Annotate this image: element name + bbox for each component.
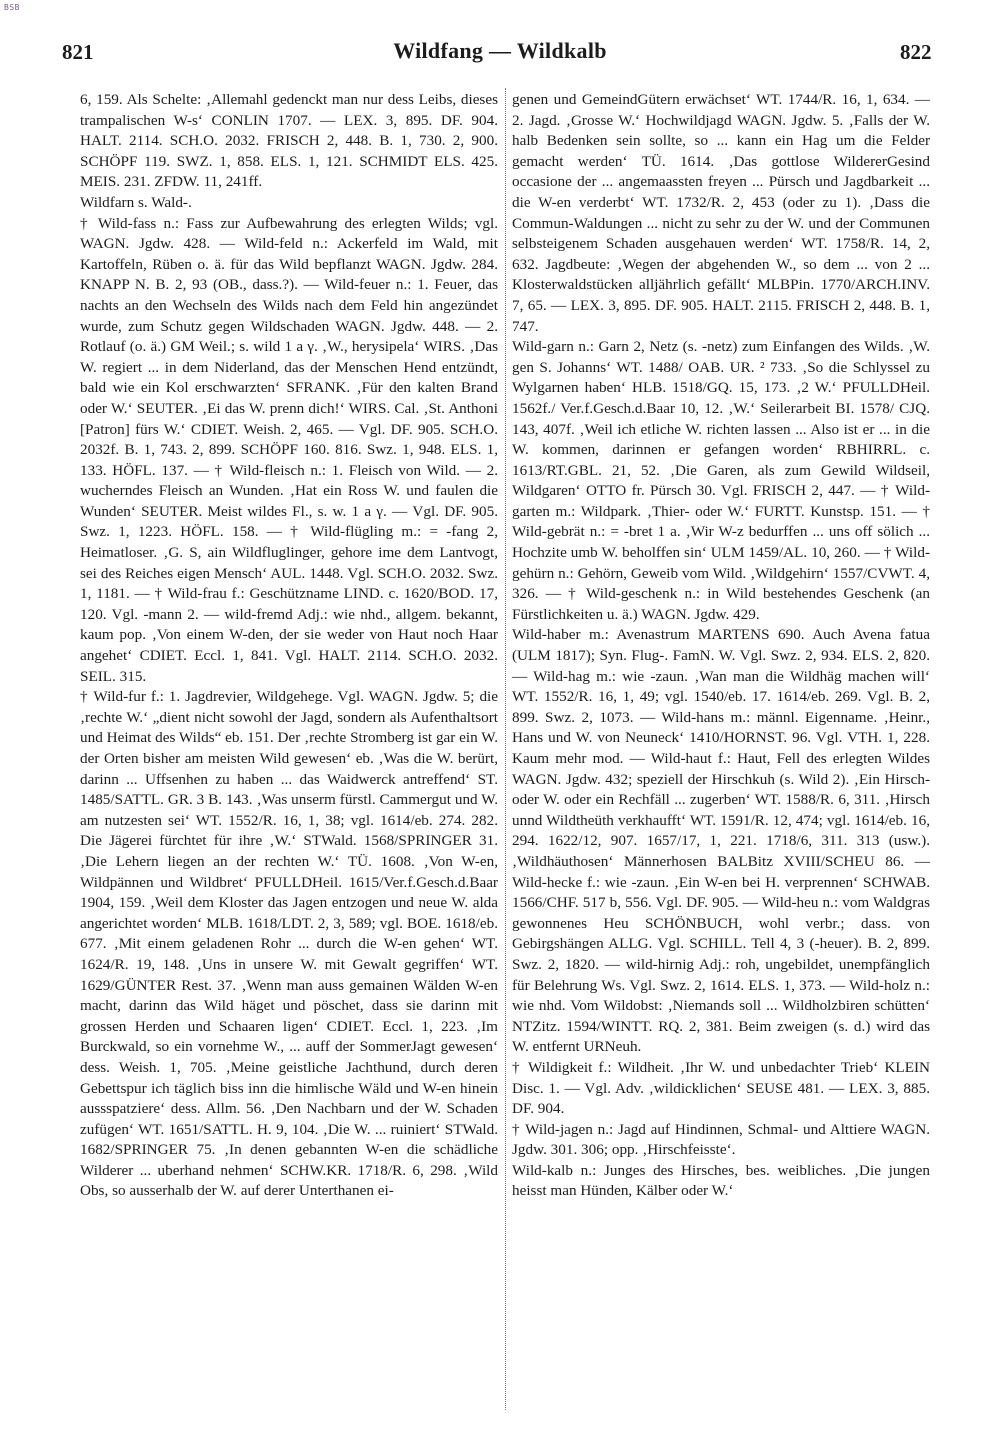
entry-paragraph: † Wildigkeit f.: Wildheit. ‚Ihr W. und unbedachter Trieb‘ KLEIN Disc. 1. — Vgl. Adv. ‚wildicklichen‘ SEUSE 481. — LEX. 3, 885. DF. 904.: [512, 1058, 930, 1118]
entry-paragraph: † Wild-jagen n.: Jagd auf Hindinnen, Schmal- und Alttiere WAGN. Jgdw. 301. 306; opp. ‚Hirschfeisste‘.: [512, 1120, 930, 1159]
entry-paragraph: 6, 159. Als Schelte: ‚Allemahl gedenckt man nur dess Leibs, dieses trampalischen W-s‘ CONLIN 1707. — LEX. 3, 895. DF. 904. HALT. 2114. SCH.O. 2032. FRISCH 2, 448. B. 1, 730. 2, 900. SCHÖPF 119. SWZ. 1, 858. ELS. 1, 121. SCHMIDT ELS. 425. MEIS. 231. ZFDW. 11, 241ff.: [80, 91, 498, 191]
page-number-right: 822: [900, 40, 932, 64]
entry-paragraph: † Wild-fur f.: 1. Jagdrevier, Wildgehege. Vgl. WAGN. Jgdw. 5; die ‚rechte W.‘ „dient nicht sowohl der Jagd, sondern als Aufenthaltsort und Heimat des Wilds“ eb. 151. Der ‚rechte Stromberg ist gar ein W. der Orten bisher am meisten Wild gewesen‘ eb. ‚Was die W. berürt, darinn ... Uffsenhen zu haben ... das Waidwerck antreffend‘ ST. 1485/SATTL. GR. 3 B. 143. ‚Was unserm fürstl. Cammergut und W. am nutzesten sei‘ WT. 1552/R. 16, 1, 38; vgl. 1614/eb. 274. 282. Die Jägerei fürchtet für ihre ‚W.‘ STWald. 1568/SPRINGER 31. ‚Die Lehern liegen an der rechten W.‘ TÜ. 1608. ‚Von W-en, Wildpännen und Wildbret‘ PFULLDHeil. 1615/Ver.f.Gesch.d.Baar 1904, 159. ‚Weil dem Kloster das Jagen entzogen und neue W. alda angerichtet worden‘ MLB. 1618/LDT. 2, 3, 589; vgl. BOE. 1618/eb. 677. ‚Mit einem geladenen Rohr ... durch die W-en gehen‘ WT. 1624/R. 19, 148. ‚Uns in unsere W. mit Gewalt gegriffen‘ WT. 1629/GÜNTER Rest. 37. ‚Wenn man auss gemainen Wälden W-en macht, darinn das Wild häget und pöschet, dass sie darinn mit grossen Herden und Schaaren ligen‘ CDIET. Eccl. 1, 223. ‚Im Burckwald, so ein vornehme W., ... auff der SommerJagt gewesen‘ dess. Weish. 1, 705. ‚Meine geistliche Jachthund, durch deren Gebettspur ich täglich biss inn die himlische Wäld und W-en hinein aussspatziere‘ dess. Allm. 56. ‚Den Nachbarn und der W. Schaden zufügen‘ WT. 1651/SATTL. H. 9, 104. ‚Die W. ... ruiniert‘ STWald. 1682/SPRINGER 75. ‚In denen gebannten W-en die schädliche Wilderer ... uberhand nehmen‘ SCHW.KR. 1718/R. 6, 298. ‚Wild Obs, so ausserhalb der W. auf derer Unterthanen ei-: [80, 688, 498, 1200]
entry-paragraph: † Wild-fass n.: Fass zur Aufbewahrung des erlegten Wilds; vgl. WAGN. Jgdw. 428. — Wild-feld n.: Ackerfeld im Wald, mit Kartoffeln, Rüben o. ä. für das Wild bepflanzt WAGN. Jgdw. 284. KNAPP N. B. 2, 93 (OB., dass.?). — Wild-feuer n.: 1. Feuer, das nachts an den Wechseln des Wilds nach dem Feld hin angezündet wurde, zum Schutz gegen Wildschaden WAGN. Jgdw. 448. — 2. Rotlauf (o. ä.) GM Weil.; s. wild 1 a γ. ‚W., herysipela‘ WIRS. ‚Das W. regiert ... in dem Niderland, das der Menschen Hend entzündt, bald wie ein Kol erschwarzten‘ SFRANK. ‚Für den kalten Brand oder W.‘ SEUTER. ‚Ei das W. prenn dich!‘ WIRS. Cal. ‚St. Anthoni [Patron] fürs W.‘ CDIET. Weish. 2, 465. — Vgl. DF. 905. SCH.O. 2032f. B. 1, 743. 2, 899. SCHÖPF 160. 816. Swz. 1, 948. ELS. 1, 133. HÖFL. 137. — † Wild-fleisch n.: 1. Fleisch von Wild. — 2. wucherndes Fleisch an Wunden. ‚Hat ein Ross W. und faulen die Wunden‘ SEUTER. Meist wildes Fl., s. w. 1 a γ. — Vgl. DF. 905. Swz. 1, 1223. HÖFL. 158. — † Wild-flügling m.: = -fang 2, Heimatloser. ‚G. S, ain Wildfluglinger, gehore ime dem Lantvogt, sei des Reiches eigen Mensch‘ AUL. 1448. Vgl. SCH.O. 2032. Swz. 1, 1181. — † Wild-frau f.: Geschützname LIND. c. 1620/BOD. 17, 120. Vgl. -mann 2. — wild-fremd Adj.: wie nhd., allgem. bekannt, kaum pop. ‚Von einem W-den, der sie weder von Haut noch Haar angehet‘ CDIET. Eccl. 1, 841. Vgl. HALT. 2114. SCH.O. 2032. SEIL. 315.: [80, 214, 498, 685]
entry-paragraph: Wildfarn s. Wald-.: [80, 193, 192, 211]
running-head: Wildfang — Wildkalb: [393, 38, 607, 63]
right-column: [512, 90, 930, 1202]
library-stamp: BSB: [4, 3, 20, 12]
entry-paragraph: Wild-kalb n.: Junges des Hirsches, bes. weibliches. ‚Die jungen heisst man Hünden, Kälber oder W.‘: [512, 1161, 930, 1200]
left-column: [80, 90, 498, 1202]
entry-paragraph: Wild-haber m.: Avenastrum MARTENS 690. Auch Avena fatua (ULM 1817); Syn. Flug-. FamN. W. Vgl. Swz. 2, 934. ELS. 2, 820. — Wild-hag m.: wie -zaun. ‚Wan man die Wildhäg machen will‘ WT. 1552/R. 16, 1, 49; vgl. 1540/eb. 17. 1614/eb. 269. Vgl. B. 2, 899. Swz. 2, 1073. — Wild-hans m.: männl. Eigenname. ‚Heinr., Hans und W. von Neuneck‘ 1410/HORNST. 96. Vgl. VTH. 1, 228. Kaum mehr mod. — Wild-haut f.: Haut, Fell des erlegten Wildes WAGN. Jgdw. 432; speziell der Hirschkuh (s. Wild 2). ‚Ein Hirsch- oder W. oder ein Rechfäll ... zugerben‘ WT. 1588/R. 6, 311. ‚Hirsch unnd Wildtheüth verkhaufft‘ WT. 1591/R. 12, 474; vgl. 1614/eb. 16, 294. 1622/12, 907. 1657/17, 1, 221. 1718/6, 311. 313 (usw.). ‚Wildhäuthosen‘ Männerhosen BALBitz XVIII/SCHEU 86. — Wild-hecke f.: wie -zaun. ‚Ein W-en bei H. verprennen‘ SCHWAB. 1566/CHF. 517 b, 556. Vgl. DF. 905. — Wild-heu n.: vom Waldgras gewonnenes Heu SCHÖNBUCH, wohl verbr.; dass. von Gebirgshängen ALLG. Vgl. SCHILL. Tell 4, 3 (-heuer). B. 2, 899. Swz. 2, 1820. — wild-hirnig Adj.: roh, ungebildet, unempfänglich für Belehrung Ws. Vgl. Swz. 2, 1614. ELS. 1, 373. — Wild-holz n.: wie nhd. Vom Wildobst: ‚Niemands soll ... Wildholzbiren schütten‘ NTZitz. 1594/WINTT. RQ. 2, 381. Beim zweigen (s. d.) wird das W. entfernt URNeuh.: [512, 626, 930, 1056]
page-number-left: 821: [62, 40, 94, 64]
entry-paragraph: genen und GemeindGütern erwächset‘ WT. 1744/R. 16, 1, 634. — 2. Jagd. ‚Grosse W.‘ Hochwildjagd WAGN. Jgdw. 5. ‚Falls der W. halb Bedenken sein sollte, so ... kann ein Hag um die Felder gemacht werden‘ TÜ. 1614. ‚Das gottlose WildererGesind occasione der ... angemaassten freyen ... Pürsch und Jagdbarkeit ... die W-en verderbt‘ WT. 1732/R. 2, 453 (oder zu 1). ‚Dass die Commun-Waldungen ... nicht zu sehr zu der W. und der Communen selbsteigenem Schaden ausgehauen werden‘ WT. 1758/R. 14, 2, 632. Jagdbeute: ‚Wegen der abgehenden W., so dem ... von 2 ... Klosterwaldstücken alljährlich gefällt‘ MLBPin. 1770/ARCH.INV. 7, 65. — LEX. 3, 895. DF. 905. HALT. 2115. FRISCH 2, 448. B. 1, 747.: [512, 91, 930, 335]
entry-paragraph: Wild-garn n.: Garn 2, Netz (s. -netz) zum Einfangen des Wilds. ‚W. gen S. Johanns‘ WT. 1488/ OAB. UR. ² 733. ‚So die Schlyssel zu Wylgarnen haben‘ HLB. 1518/GQ. 15, 173. ‚2 W.‘ PFULLDHeil. 1562f./ Ver.f.Gesch.d.Baar 10, 12. ‚W.‘ Seilerarbeit BI. 1578/ CJQ. 143, 407f. ‚Weil ich etliche W. richten lassen ... Also ist er ... in die W. kommen, darinnen er gefangen worden‘ RBHIRRL. c. 1613/RT.GBL. 21, 52. ‚Die Garen, als zum Gewild Wildseil, Wildgaren‘ OTTO fr. Pürsch 30. Vgl. FRISCH 2, 447. — † Wild-garten m.: Wildpark. ‚Thier- oder W.‘ FURTT. Kunstsp. 151. — † Wild-gebrät n.: = -bret 1 a. ‚Wir W-z bedurffen ... uns off sölich ... Hochzite umb W. beholffen sin‘ ULM 1459/AL. 10, 260. — † Wild-gehürn n.: Gehörn, Geweib vom Wild. ‚Wildgehirn‘ 1557/CVWT. 4, 326. — † Wild-geschenk n.: in Wild bestehendes Geschenk (an Fürstlichkeiten u. ä.) WAGN. Jgdw. 429.: [512, 338, 930, 623]
column-divider: [505, 88, 506, 1410]
